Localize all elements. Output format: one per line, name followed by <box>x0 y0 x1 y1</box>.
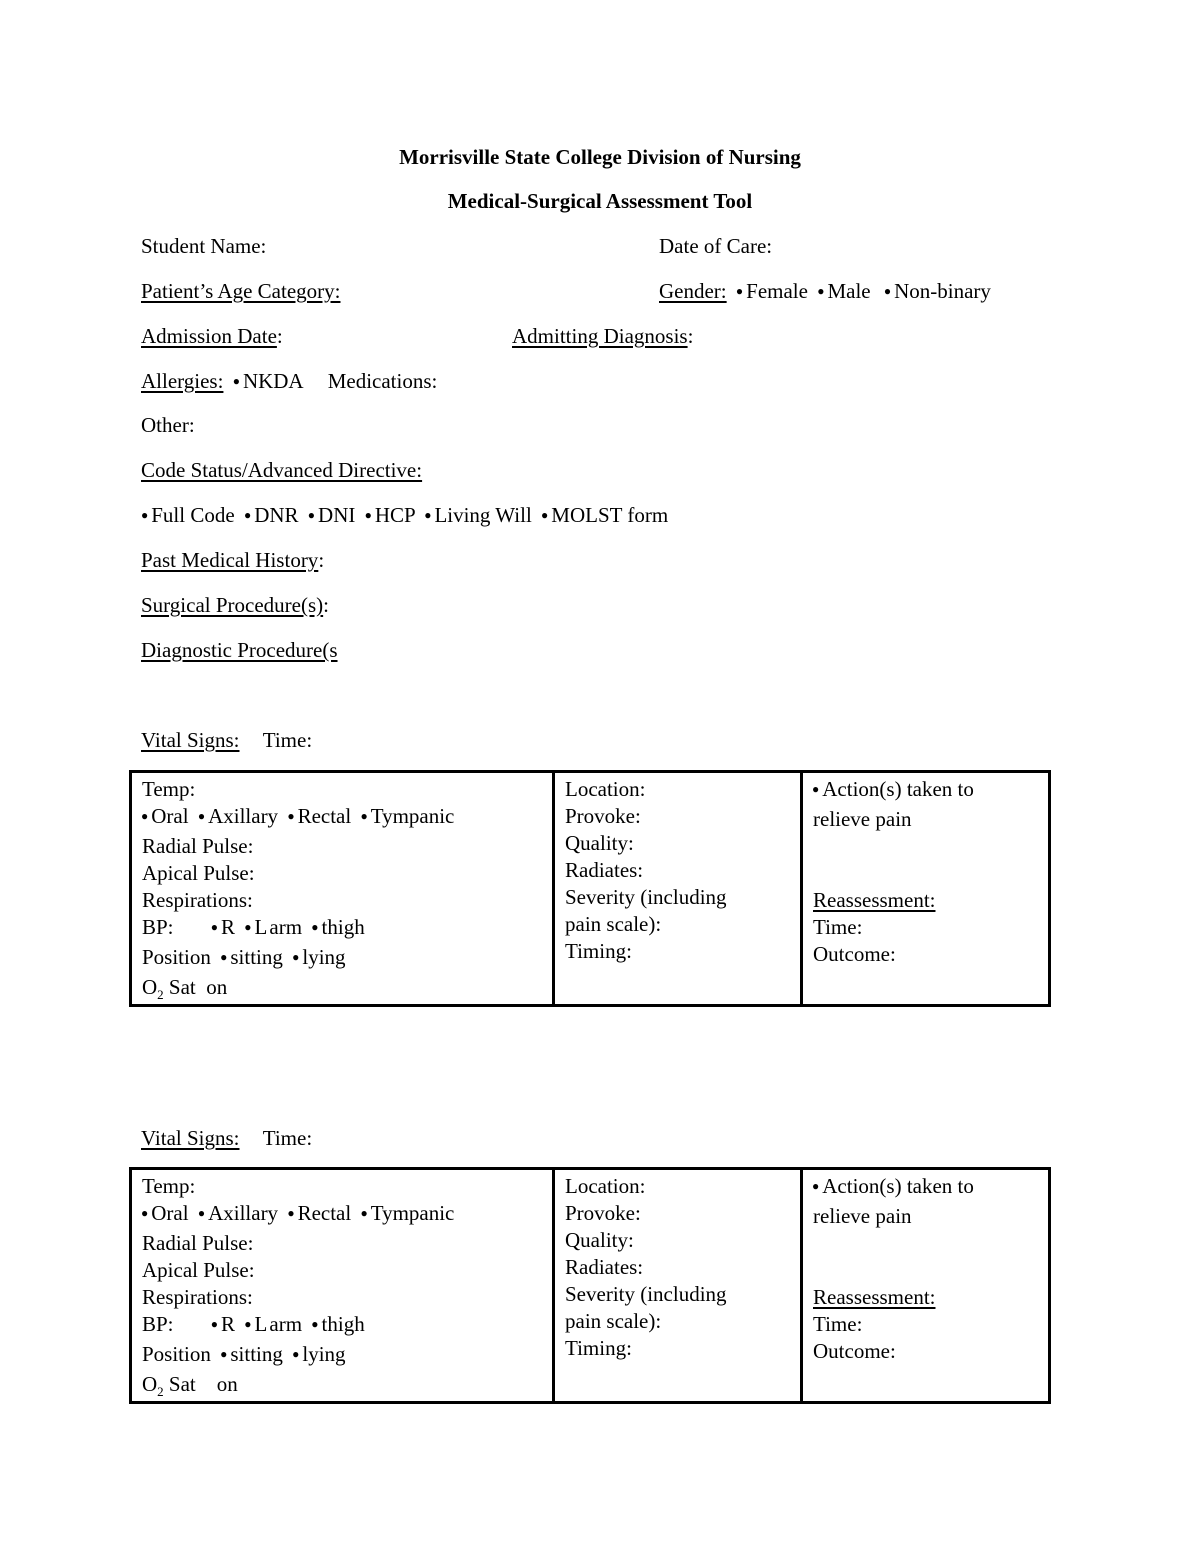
bp-option-r[interactable]: ● R <box>207 915 235 939</box>
o2-sat-row <box>142 1371 542 1398</box>
gender-option-female[interactable]: ● Female <box>732 279 808 303</box>
bp-option-thigh[interactable]: ● thigh <box>307 915 364 939</box>
pain-assessment-cell <box>554 1169 802 1403</box>
quality-label: Quality: <box>565 831 634 855</box>
position-label: Position <box>142 945 211 969</box>
code-option-full-code[interactable]: ● Full Code <box>137 503 235 527</box>
bp-row <box>142 914 542 944</box>
temp-label: Temp: <box>142 1174 196 1198</box>
vitals-measurements-cell <box>131 1169 554 1403</box>
radiates-label: Radiates: <box>565 858 644 882</box>
vital-signs-heading-2 <box>141 1128 312 1149</box>
past-medical-history-label: Past Medical History <box>141 548 319 572</box>
admission-date-label: Admission Date <box>141 324 277 348</box>
route-oral[interactable]: ● Oral <box>137 804 189 828</box>
tool-title: Medical-Surgical Assessment Tool <box>447 189 753 213</box>
gender-option-male[interactable]: ● Male <box>813 279 870 303</box>
bp-row <box>142 1311 542 1341</box>
actions-option[interactable] <box>808 1173 1038 1203</box>
institution-title: Morrisville State College Division of Nursing <box>399 145 801 169</box>
nkda-option[interactable]: ● NKDA <box>229 369 303 393</box>
code-option-dnr[interactable]: ● DNR <box>240 503 299 527</box>
admitting-diagnosis-colon: : <box>687 324 694 348</box>
bp-option-arm[interactable]: arm <box>269 1312 303 1336</box>
pain-intervention-cell <box>802 772 1050 1006</box>
respirations-label: Respirations: <box>142 1285 253 1309</box>
reassessment-time-label: Time: <box>813 915 863 939</box>
code-status-label: Code Status/Advanced Directive: <box>141 458 423 482</box>
route-tympanic[interactable]: ● Tympanic <box>356 804 454 828</box>
o2-sat-label: Sat <box>168 1372 196 1396</box>
o2-subscript: 2 <box>157 1384 164 1400</box>
allergies-row <box>141 371 437 392</box>
radial-pulse-label: Radial Pulse: <box>142 1231 254 1255</box>
timing-label: Timing: <box>565 1336 632 1360</box>
past-medical-history-field <box>141 550 324 571</box>
route-rectal[interactable]: ● Rectal <box>283 1201 351 1225</box>
pain-assessment-cell <box>554 772 802 1006</box>
allergies-label: Allergies: <box>141 369 224 393</box>
temp-routes <box>137 803 542 833</box>
route-tympanic[interactable]: ● Tympanic <box>356 1201 454 1225</box>
position-label: Position <box>142 1342 211 1366</box>
severity-label: Severity (including <box>565 885 727 909</box>
surgical-procedures-field <box>141 595 329 616</box>
code-option-hcp[interactable]: ● HCP <box>361 503 415 527</box>
diagnostic-procedures-label: Diagnostic Procedure(s <box>141 638 338 662</box>
gender-option-non-binary[interactable]: ● Non-binary <box>880 279 991 303</box>
reassessment-label: Reassessment: <box>813 1285 936 1309</box>
bp-option-l[interactable]: ● L <box>240 915 267 939</box>
o2-prefix: O <box>142 975 158 999</box>
reassessment-time-label: Time: <box>813 1312 863 1336</box>
route-axillary[interactable]: ● Axillary <box>194 804 278 828</box>
date-of-care-label: Date of Care: <box>659 234 773 258</box>
actions-label: ● Action(s) taken to <box>808 777 974 801</box>
provoke-label: Provoke: <box>565 1201 641 1225</box>
apical-pulse-label: Apical Pulse: <box>142 1258 255 1282</box>
bp-label: BP: <box>142 915 174 939</box>
radial-pulse-label: Radial Pulse: <box>142 834 254 858</box>
admitting-diagnosis-label: Admitting Diagnosis <box>512 324 688 348</box>
vital-signs-table-1 <box>129 770 1051 1007</box>
code-option-living-will[interactable]: ● Living Will <box>420 503 532 527</box>
vital-signs-table-2 <box>129 1167 1051 1404</box>
severity-label-cont: pain scale): <box>565 912 662 936</box>
position-option-lying[interactable]: ● lying <box>288 945 345 969</box>
respirations-label: Respirations: <box>142 888 253 912</box>
route-oral[interactable]: ● Oral <box>137 1201 189 1225</box>
outcome-label: Outcome: <box>813 1339 896 1363</box>
bp-option-l[interactable]: ● L <box>240 1312 267 1336</box>
actions-label: ● Action(s) taken to <box>808 1174 974 1198</box>
code-option-molst-form[interactable]: ● MOLST form <box>537 503 668 527</box>
student-name-label: Student Name: <box>141 234 267 258</box>
severity-label-cont: pain scale): <box>565 1309 662 1333</box>
bp-option-arm[interactable]: arm <box>269 915 303 939</box>
route-rectal[interactable]: ● Rectal <box>283 804 351 828</box>
gender-label: Gender: <box>659 279 727 303</box>
vital-signs-label: Vital Signs: <box>141 728 240 752</box>
admission-date-field <box>141 326 283 347</box>
bp-option-thigh[interactable]: ● thigh <box>307 1312 364 1336</box>
position-row <box>142 1341 542 1371</box>
medications-label: Medications: <box>327 369 438 393</box>
admission-date-colon: : <box>276 324 283 348</box>
location-label: Location: <box>565 777 646 801</box>
severity-label: Severity (including <box>565 1282 727 1306</box>
actions-label-cont: relieve pain <box>813 1204 912 1228</box>
radiates-label: Radiates: <box>565 1255 644 1279</box>
reassessment-label: Reassessment: <box>813 888 936 912</box>
bp-label: BP: <box>142 1312 174 1336</box>
o2-prefix: O <box>142 1372 158 1396</box>
code-status-options <box>137 505 668 526</box>
gender-row <box>659 281 991 302</box>
actions-option[interactable] <box>808 776 1038 806</box>
position-option-sitting[interactable]: ● sitting <box>216 945 283 969</box>
other-label: Other: <box>141 413 195 437</box>
route-axillary[interactable]: ● Axillary <box>194 1201 278 1225</box>
position-option-lying[interactable]: ● lying <box>288 1342 345 1366</box>
temp-routes <box>137 1200 542 1230</box>
pain-intervention-cell <box>802 1169 1050 1403</box>
surgical-procedures-label: Surgical Procedure(s) <box>141 593 324 617</box>
provoke-label: Provoke: <box>565 804 641 828</box>
vital-signs-time-label: Time: <box>262 1126 313 1150</box>
position-row <box>142 944 542 974</box>
vital-signs-heading-1 <box>141 730 312 751</box>
o2-sat-label: Sat <box>168 975 196 999</box>
apical-pulse-label: Apical Pulse: <box>142 861 255 885</box>
o2-sat-row <box>142 974 542 1001</box>
age-category-label: Patient’s Age Category: <box>141 279 341 303</box>
timing-label: Timing: <box>565 939 632 963</box>
surgical-procedures-colon: : <box>323 593 329 617</box>
quality-label: Quality: <box>565 1228 634 1252</box>
temp-label: Temp: <box>142 777 196 801</box>
vital-signs-label: Vital Signs: <box>141 1126 240 1150</box>
past-medical-history-colon: : <box>318 548 325 572</box>
o2-subscript: 2 <box>157 987 164 1003</box>
bp-option-r[interactable]: ● R <box>207 1312 235 1336</box>
admitting-diagnosis-field <box>512 326 693 347</box>
code-option-dni[interactable]: ● DNI <box>304 503 356 527</box>
vital-signs-time-label: Time: <box>262 728 313 752</box>
position-option-sitting[interactable]: ● sitting <box>216 1342 283 1366</box>
vitals-measurements-cell <box>131 772 554 1006</box>
location-label: Location: <box>565 1174 646 1198</box>
o2-on-label: on <box>216 1372 238 1396</box>
outcome-label: Outcome: <box>813 942 896 966</box>
actions-label-cont: relieve pain <box>813 807 912 831</box>
o2-on-label: on <box>206 975 228 999</box>
